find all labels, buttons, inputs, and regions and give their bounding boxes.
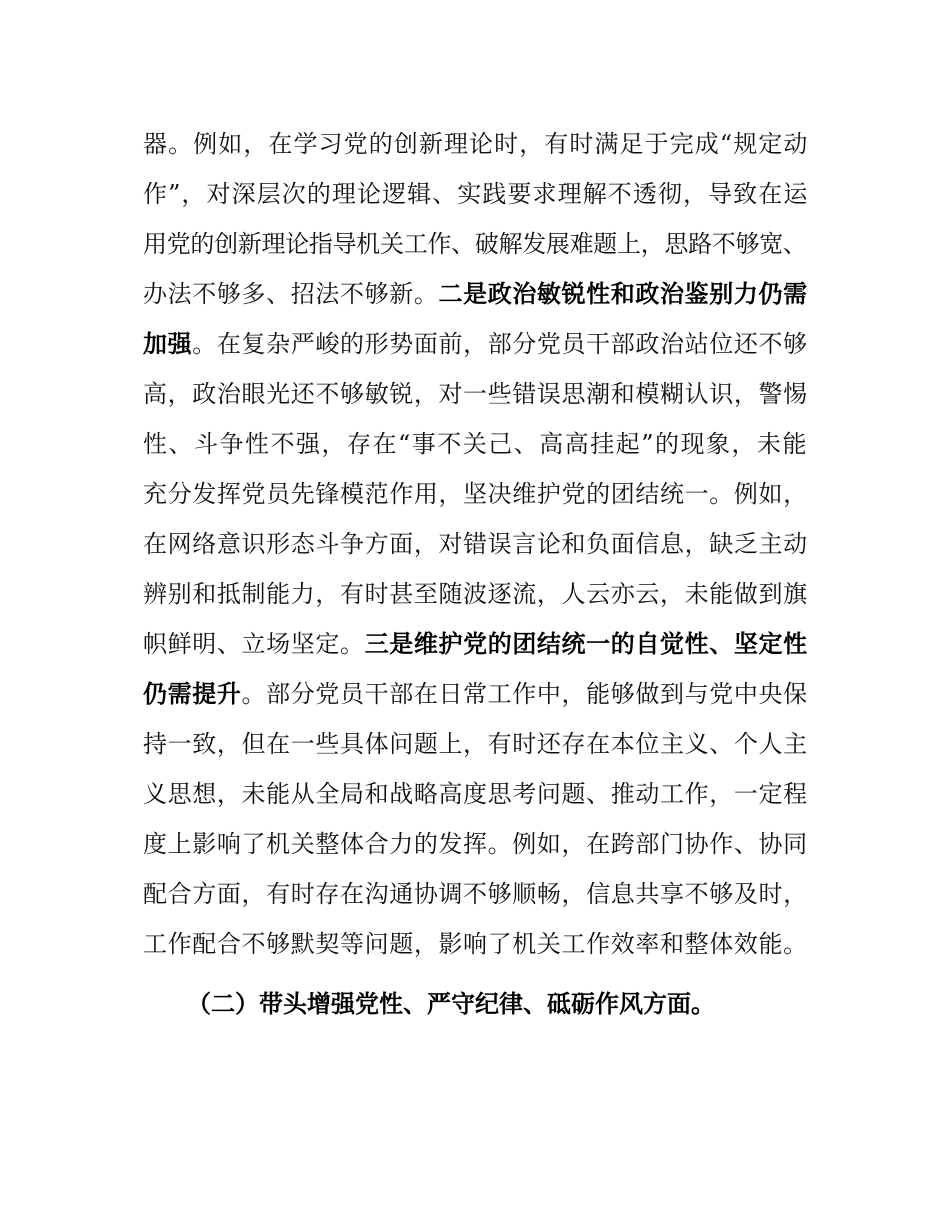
- body-line: [143, 778, 808, 810]
- body-line: [143, 378, 808, 410]
- body-line: [143, 128, 808, 160]
- body-text: 器。例如，在学习党的创新理论时，有时满足于完成“规定动: [143, 130, 809, 158]
- body-line: [143, 678, 808, 710]
- body-text: 办法不够多、招法不够新。: [143, 280, 439, 308]
- emphasis-text: 二是政治敏锐性和政治鉴别力仍需: [438, 280, 808, 308]
- body-line: [143, 528, 808, 560]
- body-line: [143, 728, 808, 760]
- body-line: [143, 928, 808, 960]
- body-line: [143, 278, 808, 310]
- body-text: 工作配合不够默契等问题，影响了机关工作效率和整体效能。: [143, 930, 808, 958]
- body-line: [143, 428, 808, 460]
- body-line: [143, 828, 808, 860]
- body-text: 度上影响了机关整体合力的发挥。例如，在跨部门协作、协同: [143, 830, 808, 858]
- body-text: 在网络意识形态斗争方面，对错误言论和负面信息，缺乏主动: [143, 530, 808, 558]
- emphasis-text: 三是维护党的团结统一的自觉性、坚定性: [364, 630, 808, 658]
- body-line: [143, 478, 808, 510]
- body-line: [143, 328, 808, 360]
- body-text: 持一致，但在一些具体问题上，有时还存在本位主义、个人主: [143, 730, 808, 758]
- body-text: 帜鲜明、立场坚定。: [143, 630, 365, 658]
- body-text: 义思想，未能从全局和战略高度思考问题、推动工作，一定程: [143, 780, 808, 808]
- body-text: 作”，对深层次的理论逻辑、实践要求理解不透彻，导致在运: [143, 180, 809, 208]
- body-text: 辨别和抵制能力，有时甚至随波逐流，人云亦云，未能做到旗: [143, 580, 808, 608]
- body-line: [143, 578, 808, 610]
- emphasis-text: 加强: [143, 330, 193, 358]
- body-text: 高，政治眼光还不够敏锐，对一些错误思潮和模糊认识，警惕: [143, 380, 808, 408]
- body-text: 性、斗争性不强，存在“事不关己、高高挂起”的现象，未能: [143, 430, 809, 458]
- body-text: 。在复杂严峻的形势面前，部分党员干部政治站位还不够: [192, 330, 808, 358]
- body-text: 充分发挥党员先锋模范作用，坚决维护党的团结统一。例如，: [143, 480, 808, 508]
- body-line: [143, 878, 808, 910]
- body-text: 用党的创新理论指导机关工作、破解发展难题上，思路不够宽、: [143, 230, 807, 258]
- emphasis-text: 仍需提升: [143, 680, 242, 708]
- body-text: 配合方面，有时存在沟通协调不够顺畅，信息共享不够及时，: [143, 880, 808, 908]
- body-line: [143, 178, 808, 210]
- body-line: [143, 628, 808, 660]
- section-heading: （二）带头增强党性、严守纪律、砥砺作风方面。: [187, 990, 715, 1018]
- body-line: [143, 228, 807, 260]
- body-text: 。部分党员干部在日常工作中，能够做到与党中央保: [241, 680, 808, 708]
